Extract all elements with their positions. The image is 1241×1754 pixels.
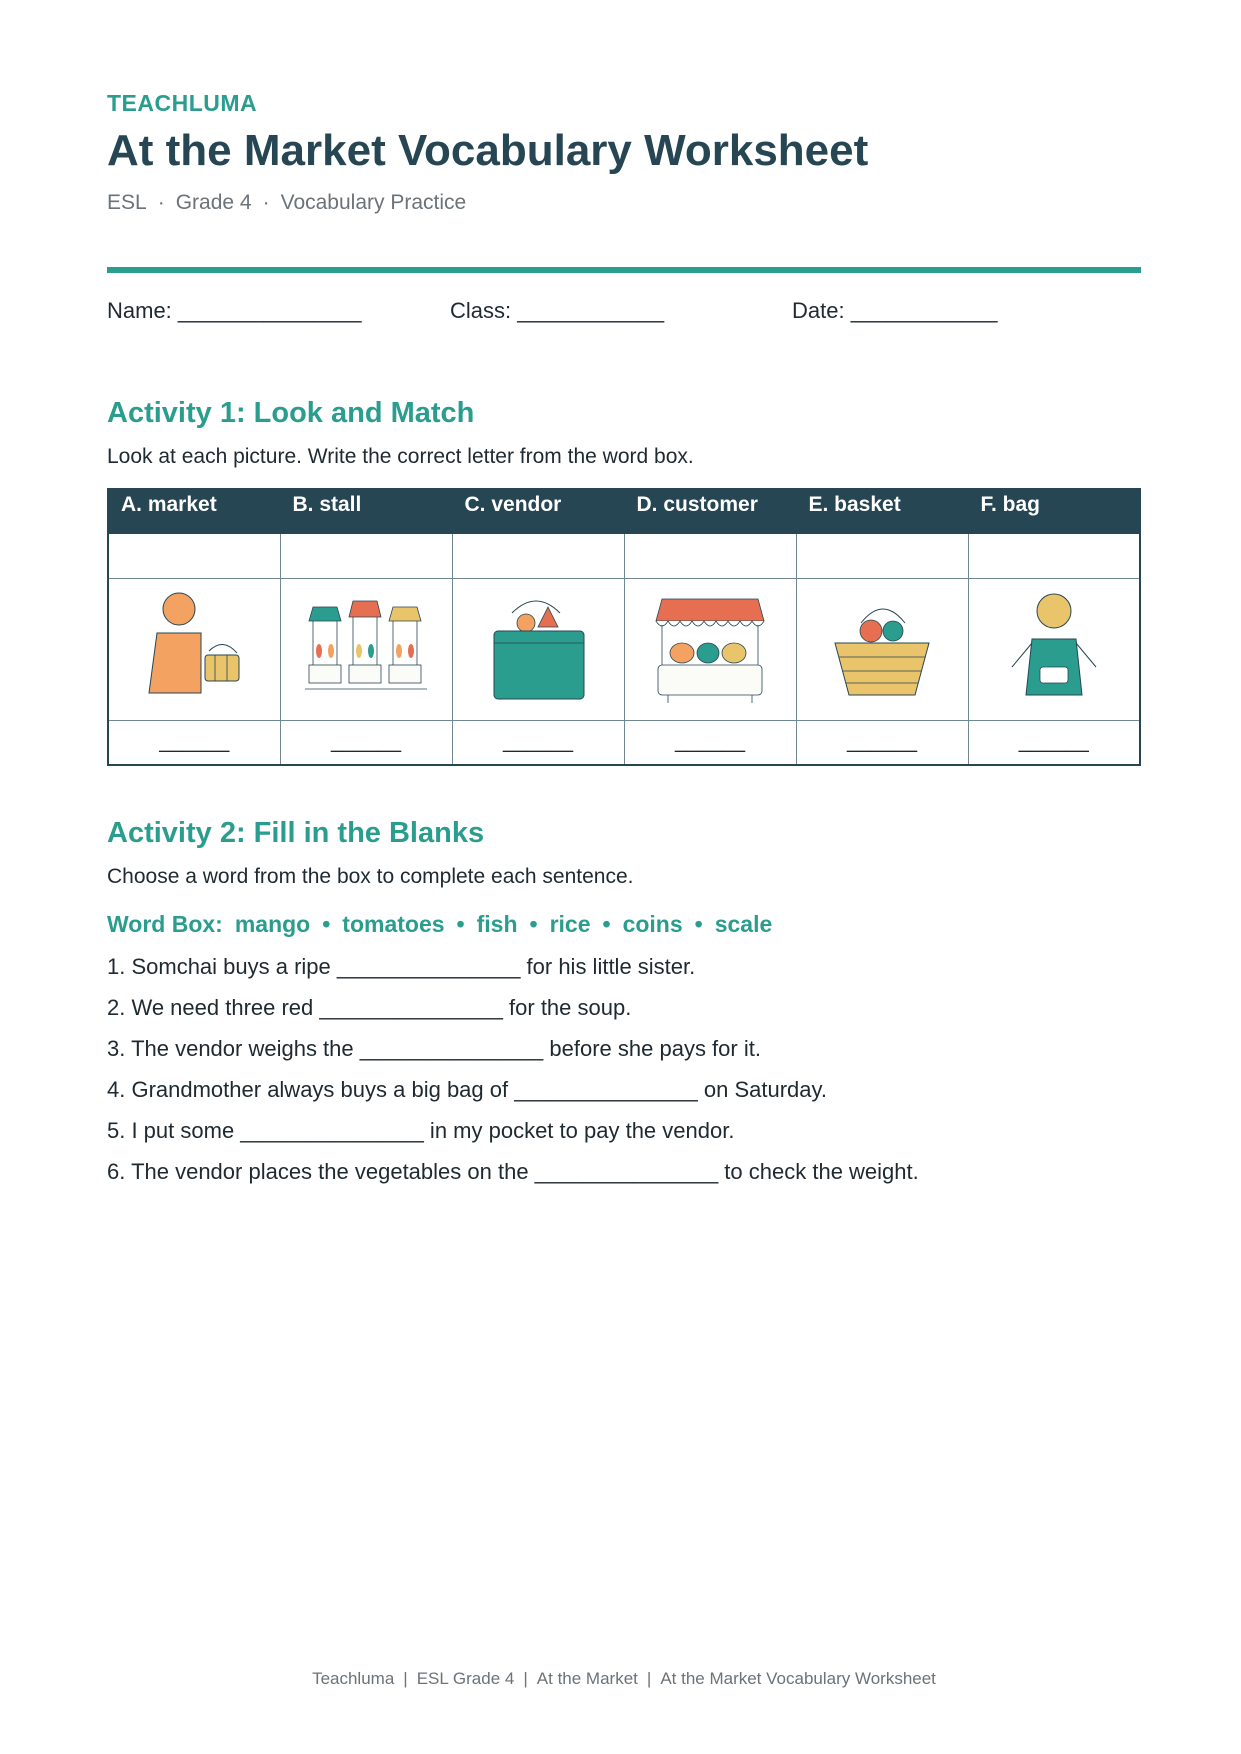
answer-line-4[interactable]: ______ [624,720,796,765]
activity1-heading: Activity 1: Look and Match [107,397,475,429]
word-separator: • [322,911,331,937]
column-market: A. market [108,489,280,533]
header-divider [107,267,1141,273]
word-separator: • [602,911,611,937]
sentence-6[interactable]: 6. The vendor places the vegetables on the _______________ to check the weight. [107,1159,919,1184]
picture-cell-2 [280,578,452,720]
column-vendor: C. vendor [452,489,624,533]
worksheet-page [107,0,1141,1754]
word-separator: • [456,911,465,937]
match-table [107,488,1141,766]
column-stall: B. stall [280,489,452,533]
market-stalls-icon [301,597,431,697]
column-customer: D. customer [624,489,796,533]
page-title: At the Market Vocabulary Worksheet [107,126,869,175]
word-scale: scale [714,911,773,937]
subtitle-subject: ESL [107,191,147,214]
answer-line-5[interactable]: ______ [796,720,968,765]
vendor-table-icon [488,591,588,703]
subtitle-topic: Vocabulary Practice [280,191,467,214]
brand-name: TEACHLUMA [107,90,258,116]
word-tomatoes: tomatoes [342,911,445,937]
picture-cell-3 [452,578,624,720]
blank-cell [796,533,968,578]
stall-awning-icon [650,591,770,703]
activity1-instruction: Look at each picture. Write the correct letter from the word box. [107,445,694,468]
page-footer: Teachluma | ESL Grade 4 | At the Market | At the Market Vocabulary Worksheet [312,1669,936,1688]
footer-brand: Teachluma [312,1669,395,1688]
sentence-3[interactable]: 3. The vendor weighs the _______________ before she pays for it. [107,1036,761,1061]
word-box-label: Word Box: [107,911,223,937]
vendor-apron-icon [1004,591,1104,703]
word-fish: fish [476,911,518,937]
blank-cell [280,533,452,578]
sentence-2[interactable]: 2. We need three red _______________ for the soup. [107,995,632,1020]
sentence-5[interactable]: 5. I put some _______________ in my pocket to pay the vendor. [107,1118,735,1143]
class-field[interactable]: Class: ____________ [450,298,665,323]
word-separator: • [694,911,703,937]
subtitle-grade: Grade 4 [175,191,252,214]
customer-figure-icon [139,591,249,703]
blank-row [108,533,1140,578]
blank-cell [968,533,1140,578]
sentence-1[interactable]: 1. Somchai buys a ripe _______________ for his little sister. [107,954,696,979]
answer-line-2[interactable]: ______ [280,720,452,765]
word-separator: • [529,911,538,937]
subtitle: ESL · Grade 4 · Vocabulary Practice [107,191,467,214]
answer-line-3[interactable]: ______ [452,720,624,765]
sentence-4[interactable]: 4. Grandmother always buys a big bag of _______________ on Saturday. [107,1077,827,1102]
footer-title: At the Market Vocabulary Worksheet [660,1669,936,1688]
word-coins: coins [622,911,683,937]
word-mango: mango [234,911,311,937]
match-header-row [108,489,1140,533]
word-box [107,911,772,938]
column-bag: F. bag [968,489,1140,533]
blank-cell [108,533,280,578]
picture-cell-1 [108,578,280,720]
word-rice: rice [549,911,591,937]
answer-row [108,720,1140,765]
sentence-list [107,953,919,1199]
picture-cell-5 [796,578,968,720]
footer-unit: At the Market [536,1669,638,1688]
activity2-heading: Activity 2: Fill in the Blanks [107,817,485,849]
answer-line-6[interactable]: ______ [968,720,1140,765]
name-field[interactable]: Name: _______________ [107,298,362,323]
picture-cell-6 [968,578,1140,720]
column-basket: E. basket [796,489,968,533]
answer-line-1[interactable]: ______ [108,720,280,765]
blank-cell [624,533,796,578]
picture-row [108,578,1140,720]
date-field[interactable]: Date: ____________ [792,298,998,323]
footer-course: ESL Grade 4 [416,1669,515,1688]
activity2-instruction: Choose a word from the box to complete each sentence. [107,865,634,888]
blank-cell [452,533,624,578]
picture-cell-4 [624,578,796,720]
basket-icon [827,591,937,703]
